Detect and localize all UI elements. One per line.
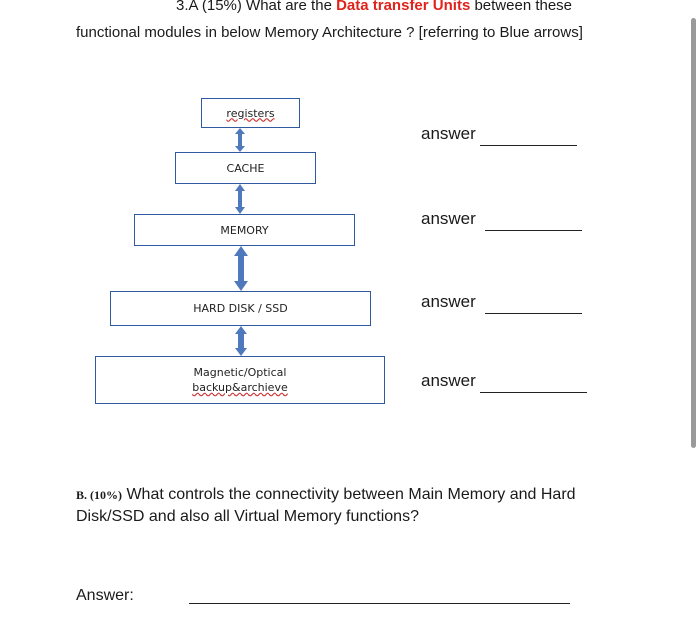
answer-blank-4[interactable] (480, 392, 587, 393)
question-3a-subtitle: functional modules in below Memory Architecture ? [referring to Blue arrows] (76, 24, 583, 41)
answer-label-1: answer (421, 124, 476, 143)
hard-disk-box: HARD DISK / SSD (110, 291, 371, 326)
answer-blank-3[interactable] (485, 313, 582, 314)
answer-label-b: Answer: (76, 587, 134, 604)
double-arrow-harddisk-magnetic (235, 326, 247, 356)
question-b: B. (10%) What controls the connectivity between Main Memory and Hard Disk/SSD and also all Virtual Memory functions? (76, 486, 576, 525)
double-arrow-registers-cache (235, 128, 245, 152)
cache-box: CACHE (175, 152, 316, 184)
answer-blank-b[interactable] (189, 603, 570, 604)
answer-blank-1[interactable] (480, 145, 577, 146)
memory-box: MEMORY (134, 214, 355, 246)
question-b-label: B. (10%) (76, 488, 122, 502)
registers-box: registers (201, 98, 300, 128)
answer-blank-2[interactable] (485, 230, 582, 231)
highlight-data-transfer-units: Data transfer Units (336, 0, 471, 14)
double-arrow-memory-harddisk (234, 246, 248, 291)
double-arrow-cache-memory (235, 184, 245, 214)
answer-label-2: answer (421, 209, 476, 228)
scrollbar[interactable] (691, 18, 696, 448)
answer-label-3: answer (421, 292, 476, 311)
magnetic-optical-box: Magnetic/Optical backup&archieve (95, 356, 385, 404)
answer-label-4: answer (421, 371, 476, 390)
question-3a-title: 3.A (15%) What are the Data transfer Units between these (176, 0, 572, 14)
